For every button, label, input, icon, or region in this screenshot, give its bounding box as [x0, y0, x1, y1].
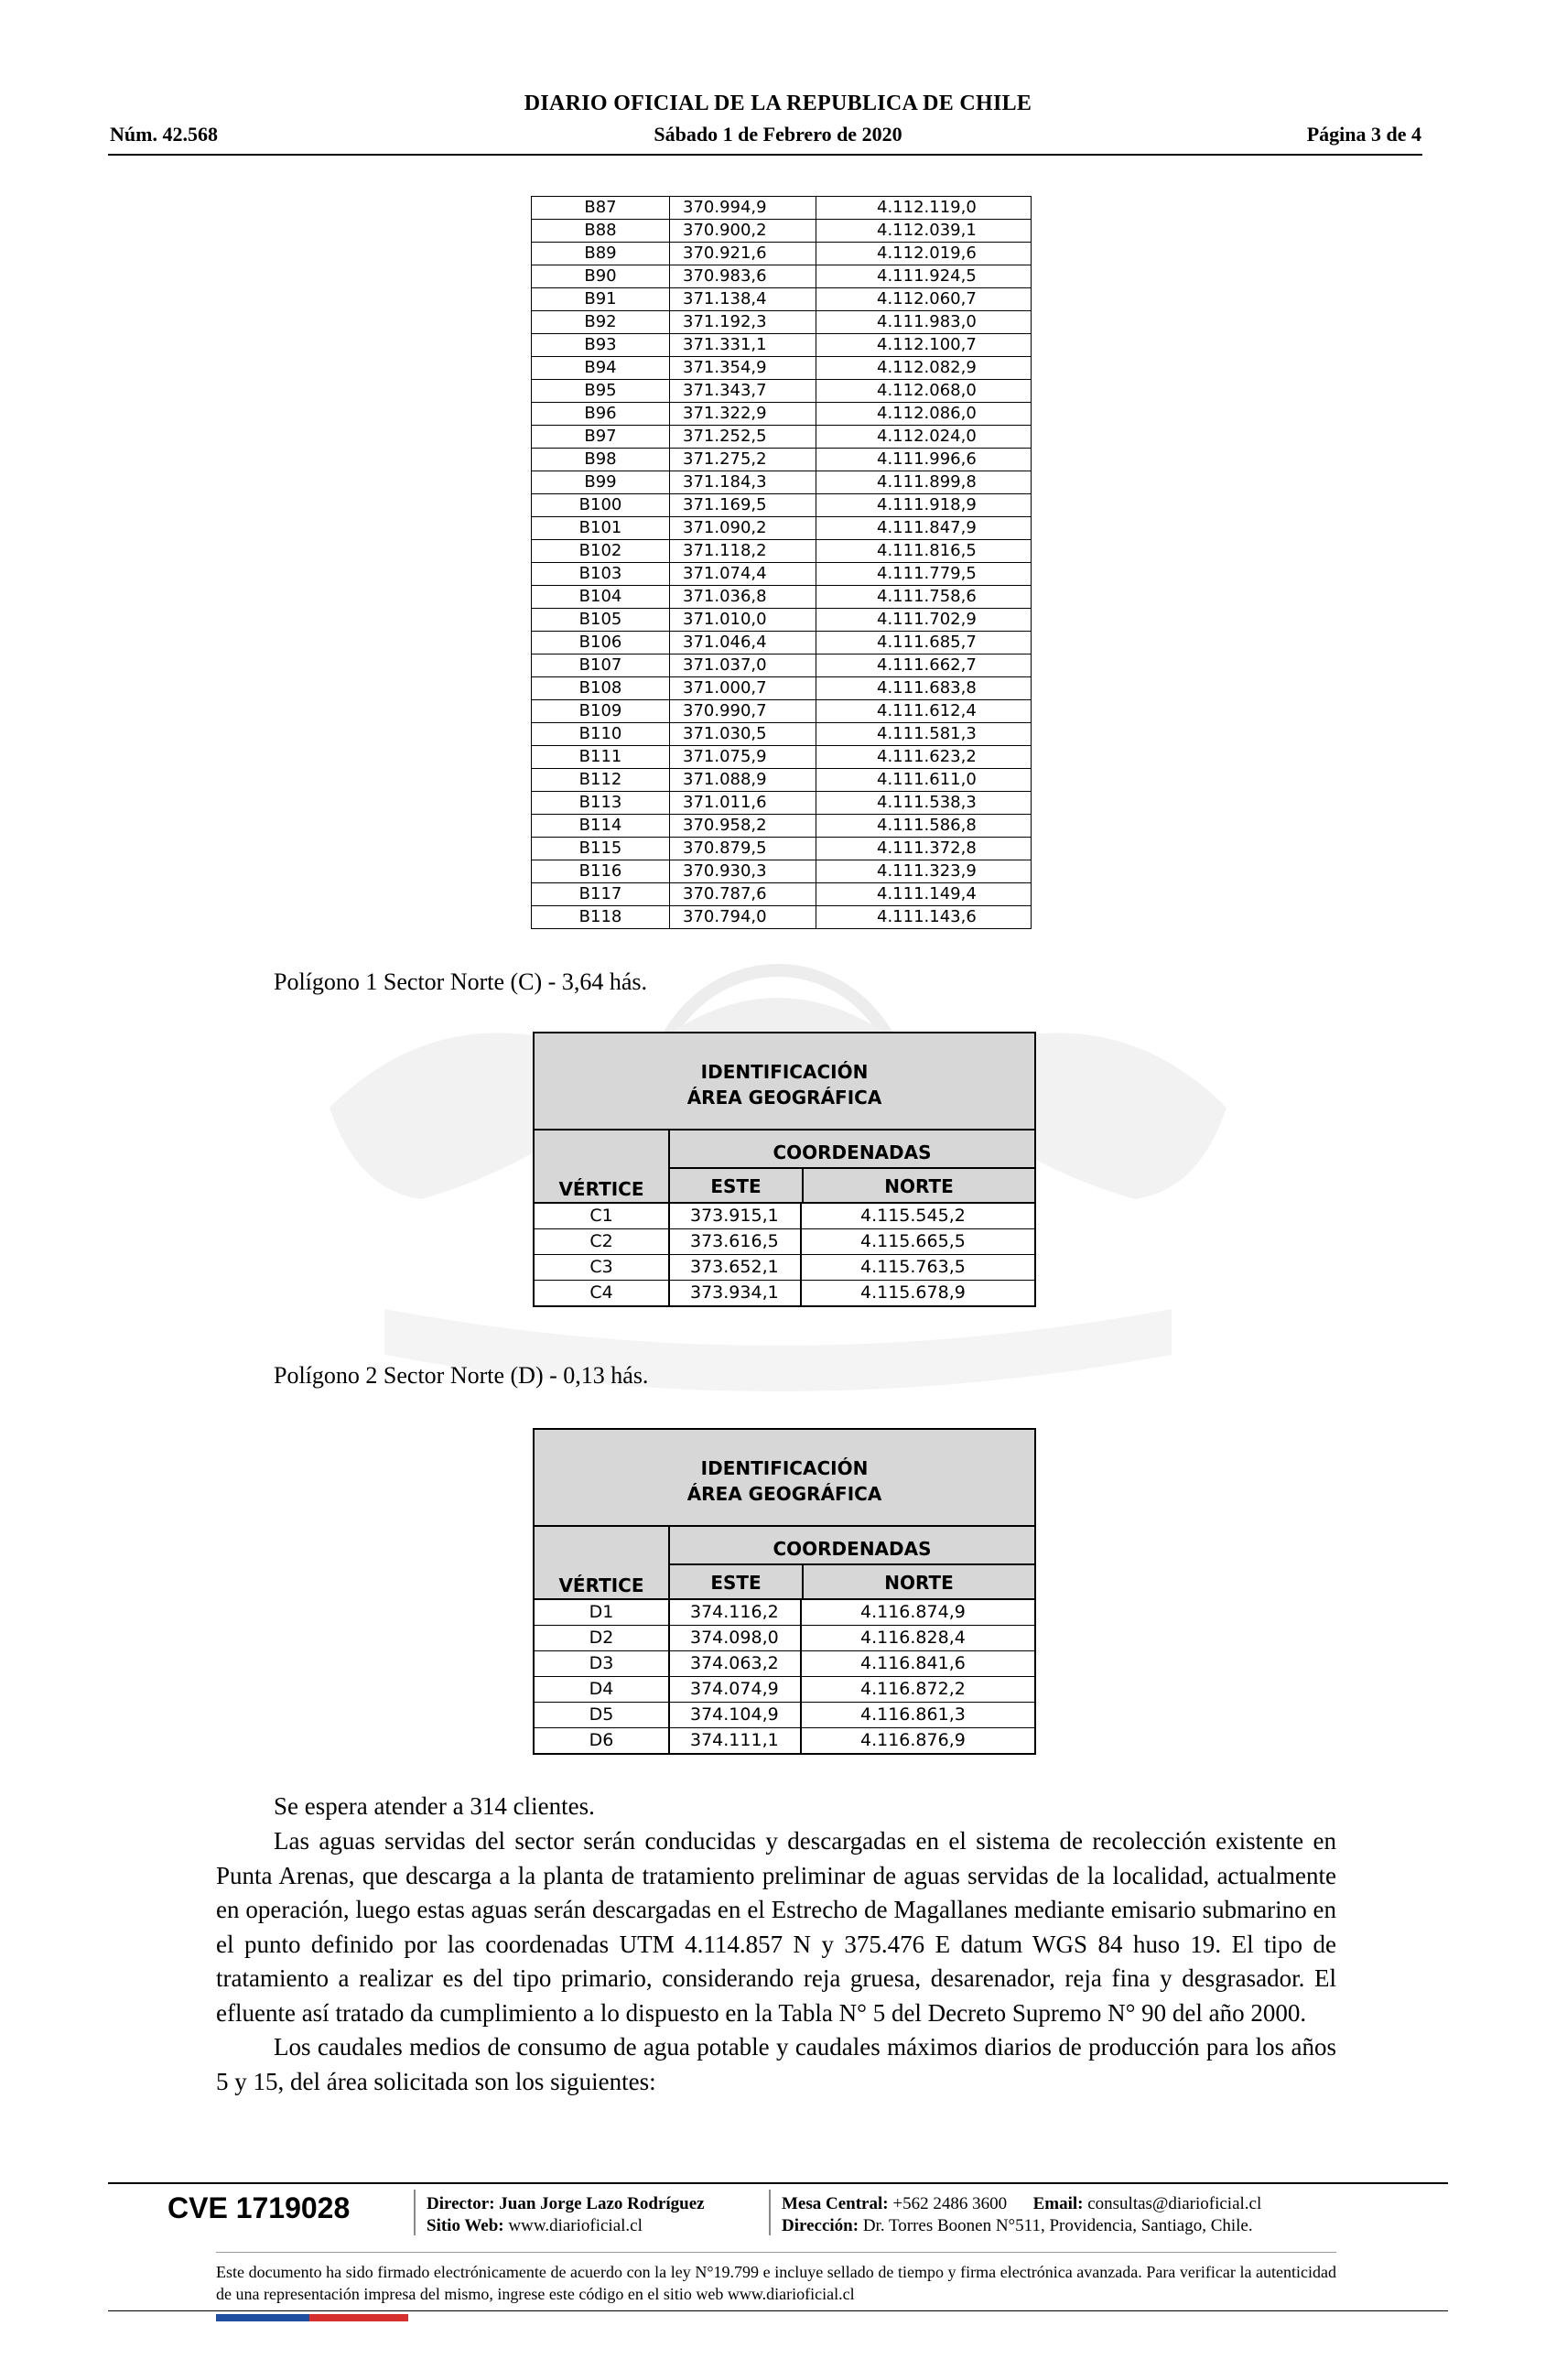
- vertex-cell: B107: [532, 654, 670, 677]
- coordinates-header: COORDENADAS: [670, 1130, 1034, 1169]
- table-row: [532, 380, 1032, 403]
- east-cell: 371.010,0: [670, 609, 816, 632]
- column-headers: [535, 1130, 1034, 1204]
- east-header: ESTE: [670, 1565, 804, 1598]
- vertex-cell: C3: [535, 1255, 669, 1281]
- north-header: NORTE: [884, 1175, 954, 1197]
- vertex-cell: B114: [532, 815, 670, 838]
- vertex-cell: D5: [535, 1703, 669, 1728]
- vertex-cell: B93: [532, 334, 670, 357]
- east-cell: 374.116,2: [669, 1600, 801, 1626]
- table-row: [532, 586, 1032, 609]
- east-header: ESTE: [670, 1169, 804, 1202]
- table-row: [532, 426, 1032, 449]
- vertex-cell: B100: [532, 494, 670, 517]
- vertex-cell: B97: [532, 426, 670, 449]
- table-row: [532, 838, 1032, 860]
- vertex-cell: B98: [532, 449, 670, 471]
- issue-number: Núm. 42.568: [110, 123, 218, 146]
- vertex-cell: D1: [535, 1600, 669, 1626]
- north-cell: 4.115.665,5: [801, 1229, 1034, 1255]
- ident-line2: ÁREA GEOGRÁFICA: [686, 1483, 882, 1505]
- vertex-cell: B113: [532, 792, 670, 815]
- flag-stripe-red: [309, 2314, 408, 2321]
- east-cell: 371.090,2: [670, 517, 816, 540]
- vertex-cell: B112: [532, 769, 670, 792]
- address: Dr. Torres Boonen N°511, Providencia, Santiago, Chile.: [862, 2216, 1253, 2235]
- table-row: [532, 677, 1032, 700]
- vertex-cell: C4: [535, 1281, 669, 1306]
- footer-director-block: [427, 2193, 705, 2237]
- vertex-cell: B87: [532, 197, 670, 220]
- email-link[interactable]: consultas@diarioficial.cl: [1087, 2194, 1262, 2213]
- vertex-cell: B91: [532, 288, 670, 311]
- north-cell: 4.112.060,7: [816, 288, 1032, 311]
- phone-label: Mesa Central:: [782, 2194, 889, 2213]
- table-row: [532, 563, 1032, 586]
- north-cell: 4.116.876,9: [860, 1730, 966, 1750]
- east-cell: 371.030,5: [670, 723, 816, 746]
- table-row: [532, 334, 1032, 357]
- table-row: [532, 769, 1032, 792]
- gazette-title: DIARIO OFICIAL DE LA REPUBLICA DE CHILE: [524, 92, 1032, 115]
- site-link[interactable]: www.diarioficial.cl: [508, 2216, 643, 2235]
- vertex-cell: B95: [532, 380, 670, 403]
- north-cell: 4.111.586,8: [816, 815, 1032, 838]
- vertex-cell: D3: [535, 1651, 669, 1677]
- director-name: Juan Jorge Lazo Rodríguez: [499, 2194, 705, 2213]
- east-cell: 371.252,5: [670, 426, 816, 449]
- east-cell: 371.331,1: [670, 334, 816, 357]
- polygon-c-table: [533, 1032, 1036, 1307]
- north-cell: 4.115.545,2: [801, 1204, 1034, 1229]
- north-cell: 4.111.149,4: [816, 883, 1032, 906]
- east-cell: 370.921,6: [670, 243, 816, 265]
- table-row: [535, 1255, 1034, 1281]
- east-cell: 370.990,7: [670, 700, 816, 723]
- north-cell: 4.111.847,9: [816, 517, 1032, 540]
- east-cell: 371.192,3: [670, 311, 816, 334]
- east-cell: 371.184,3: [670, 471, 816, 494]
- vertex-cell: B110: [532, 723, 670, 746]
- vertex-cell: B118: [532, 906, 670, 929]
- ident-line2: ÁREA GEOGRÁFICA: [686, 1087, 882, 1109]
- polygon-d-caption: Polígono 2 Sector Norte (D) - 0,13 hás.: [274, 1362, 649, 1389]
- table-row: [532, 700, 1032, 723]
- flag-stripe-blue: [216, 2314, 309, 2321]
- paragraph-flows: Los caudales medios de consumo de agua potable y caudales máximos diarios de producción para los años 5 y 15, del área solicitada son los siguientes:: [216, 2033, 1336, 2095]
- vertex-cell: B94: [532, 357, 670, 380]
- coordinates-list-table: [531, 196, 1032, 929]
- table-row: [532, 746, 1032, 769]
- vertex-cell: B116: [532, 860, 670, 883]
- director-label: Director:: [427, 2194, 495, 2213]
- east-cell: 373.652,1: [669, 1255, 801, 1281]
- east-cell: 370.794,0: [670, 906, 816, 929]
- east-cell: 371.275,2: [670, 449, 816, 471]
- east-cell: 370.930,3: [670, 860, 816, 883]
- vertex-cell: B108: [532, 677, 670, 700]
- ident-line1: IDENTIFICACIÓN: [700, 1457, 869, 1479]
- table-row: [535, 1728, 1034, 1754]
- east-cell: 371.169,5: [670, 494, 816, 517]
- site-label: Sitio Web:: [427, 2216, 504, 2235]
- issue-date: Sábado 1 de Febrero de 2020: [654, 123, 902, 146]
- east-cell: 374.063,2: [669, 1651, 801, 1677]
- polygon-d-table: [533, 1428, 1036, 1755]
- table-row: [535, 1600, 1034, 1626]
- footer-divider: [769, 2190, 771, 2235]
- vertex-cell: B88: [532, 220, 670, 243]
- north-cell: 4.115.678,9: [860, 1282, 966, 1303]
- vertex-cell: B105: [532, 609, 670, 632]
- table-row: [532, 654, 1032, 677]
- north-cell: 4.111.611,0: [816, 769, 1032, 792]
- north-cell: 4.111.918,9: [816, 494, 1032, 517]
- column-headers: [535, 1527, 1034, 1600]
- east-cell: 370.983,6: [670, 265, 816, 288]
- email-label: Email:: [1032, 2194, 1084, 2213]
- east-cell: 374.074,9: [669, 1677, 801, 1703]
- vertex-cell: B102: [532, 540, 670, 563]
- vertex-header: VÉRTICE: [535, 1527, 670, 1598]
- east-cell: 371.322,9: [670, 403, 816, 426]
- table-row: [532, 540, 1032, 563]
- table-row: [532, 517, 1032, 540]
- ident-header: [535, 1430, 1034, 1527]
- table-row: [532, 288, 1032, 311]
- north-cell: 4.116.872,2: [801, 1677, 1034, 1703]
- ident-line1: IDENTIFICACIÓN: [700, 1061, 869, 1083]
- paragraph-clients: Se espera atender a 314 clientes.: [274, 1792, 595, 1820]
- footer-rule: [108, 2182, 1448, 2184]
- signature-disclaimer: Este documento ha sido firmado electrónicamente de acuerdo con la ley N°19.799 e incluye sellado de tiempo y firma electrónica avanzada. Para verificar la autenticidad de una representación impresa del mismo, ingrese este código en el sitio web www.diarioficial.cl: [216, 2263, 1336, 2303]
- north-header: NORTE: [884, 1572, 954, 1594]
- east-cell: 371.343,7: [670, 380, 816, 403]
- east-cell: 374.098,0: [669, 1626, 801, 1651]
- vertex-header: VÉRTICE: [535, 1130, 670, 1202]
- vertex-cell: D4: [535, 1677, 669, 1703]
- table-row: [532, 449, 1032, 471]
- north-cell: 4.112.119,0: [816, 197, 1032, 220]
- east-cell: 371.046,4: [670, 632, 816, 654]
- north-cell: 4.111.662,7: [816, 654, 1032, 677]
- phone-number: +562 2486 3600: [892, 2194, 1008, 2213]
- north-cell: 4.111.143,6: [816, 906, 1032, 929]
- vertex-cell: B103: [532, 563, 670, 586]
- table-row: [535, 1204, 1034, 1229]
- north-cell: 4.115.763,5: [801, 1255, 1034, 1281]
- north-cell: 4.116.861,3: [801, 1703, 1034, 1728]
- east-cell: 371.074,4: [670, 563, 816, 586]
- table-row: [532, 357, 1032, 380]
- vertex-cell: B106: [532, 632, 670, 654]
- table-row: [532, 403, 1032, 426]
- east-cell: 373.934,1: [669, 1281, 801, 1306]
- address-label: Dirección:: [782, 2216, 859, 2235]
- north-cell: 4.111.538,3: [816, 792, 1032, 815]
- north-cell: 4.111.612,4: [816, 700, 1032, 723]
- table-row: [535, 1677, 1034, 1703]
- vertex-cell: B109: [532, 700, 670, 723]
- north-cell: 4.111.816,5: [816, 540, 1032, 563]
- vertex-cell: D6: [535, 1728, 669, 1754]
- north-cell: 4.116.828,4: [801, 1626, 1034, 1651]
- north-cell: 4.111.683,8: [816, 677, 1032, 700]
- vertex-cell: C1: [535, 1204, 669, 1229]
- north-cell: 4.111.779,5: [816, 563, 1032, 586]
- footer-divider: [414, 2190, 416, 2235]
- north-cell: 4.111.581,3: [816, 723, 1032, 746]
- vertex-cell: B90: [532, 265, 670, 288]
- footer-bottom-rule: [108, 2310, 1448, 2311]
- east-cell: 371.075,9: [670, 746, 816, 769]
- north-cell: 4.112.039,1: [816, 220, 1032, 243]
- ident-header: [535, 1033, 1034, 1130]
- north-cell: 4.112.086,0: [816, 403, 1032, 426]
- north-cell: 4.112.068,0: [816, 380, 1032, 403]
- table-row: [532, 197, 1032, 220]
- east-cell: 371.118,2: [670, 540, 816, 563]
- polygon-c-caption: Polígono 1 Sector Norte (C) - 3,64 hás.: [274, 968, 648, 995]
- north-cell: 4.112.100,7: [816, 334, 1032, 357]
- north-cell: 4.111.623,2: [816, 746, 1032, 769]
- vertex-cell: B111: [532, 746, 670, 769]
- vertex-cell: B117: [532, 883, 670, 906]
- table-row: [532, 609, 1032, 632]
- east-cell: 371.037,0: [670, 654, 816, 677]
- table-row: [532, 723, 1032, 746]
- table-row: [532, 792, 1032, 815]
- footer-separator: [216, 2252, 1336, 2253]
- vertex-cell: B96: [532, 403, 670, 426]
- paragraph-wastewater: Las aguas servidas del sector serán conducidas y descargadas en el sistema de recolección existente en Punta Arenas, que descarga a la planta de tratamiento preliminar de aguas servidas de la localidad, actualmente en operación, luego estas aguas serán descargadas en el Estrecho de Magallanes mediante emisario submarino en el punto definido por las coordenadas UTM 4.114.857 N y 375.476 E datum WGS 84 huso 19. El tipo de tratamiento a realizar es del tipo primario, considerando reja gruesa, desarenador, reja fina y desgrasador. El efluente así tratado da cumplimiento a lo dispuesto en la Tabla N° 5 del Decreto Supremo N° 90 del año 2000.: [216, 1827, 1336, 2027]
- page-number: Página 3 de 4: [1306, 123, 1421, 146]
- table-row: [532, 243, 1032, 265]
- north-cell: 4.111.372,8: [816, 838, 1032, 860]
- table-row: [532, 220, 1032, 243]
- north-cell: 4.112.019,6: [816, 243, 1032, 265]
- table-row: [532, 471, 1032, 494]
- vertex-cell: B89: [532, 243, 670, 265]
- east-cell: 371.138,4: [670, 288, 816, 311]
- east-cell: 371.354,9: [670, 357, 816, 380]
- table-row: [532, 494, 1032, 517]
- north-cell: 4.112.082,9: [816, 357, 1032, 380]
- vertex-cell: B104: [532, 586, 670, 609]
- east-cell: 371.036,8: [670, 586, 816, 609]
- table-row: [535, 1651, 1034, 1677]
- north-cell: 4.116.874,9: [801, 1600, 1034, 1626]
- footer-contact-block: [782, 2193, 1261, 2237]
- east-cell: 370.900,2: [670, 220, 816, 243]
- east-cell: 370.994,9: [670, 197, 816, 220]
- table-row: [532, 632, 1032, 654]
- header-rule: [108, 154, 1422, 156]
- north-cell: 4.111.996,6: [816, 449, 1032, 471]
- table-row: [535, 1281, 1034, 1306]
- table-row: [535, 1703, 1034, 1728]
- north-cell: 4.112.024,0: [816, 426, 1032, 449]
- east-cell: 373.915,1: [669, 1204, 801, 1229]
- east-cell: 371.011,6: [670, 792, 816, 815]
- coordinates-header: COORDENADAS: [670, 1527, 1034, 1565]
- north-cell: 4.111.983,0: [816, 311, 1032, 334]
- north-cell: 4.111.758,6: [816, 586, 1032, 609]
- north-cell: 4.111.323,9: [816, 860, 1032, 883]
- vertex-cell: D2: [535, 1626, 669, 1651]
- vertex-cell: C2: [535, 1229, 669, 1255]
- table-row: [532, 311, 1032, 334]
- table-row: [532, 883, 1032, 906]
- table-row: [532, 906, 1032, 929]
- east-cell: 371.088,9: [670, 769, 816, 792]
- east-cell: 370.879,5: [670, 838, 816, 860]
- east-cell: 371.000,7: [670, 677, 816, 700]
- vertex-cell: B99: [532, 471, 670, 494]
- vertex-cell: B115: [532, 838, 670, 860]
- vertex-cell: B101: [532, 517, 670, 540]
- table-row: [532, 860, 1032, 883]
- east-cell: 370.787,6: [670, 883, 816, 906]
- east-cell: 370.958,2: [670, 815, 816, 838]
- table-row: [535, 1626, 1034, 1651]
- table-row: [532, 815, 1032, 838]
- east-cell: 373.616,5: [669, 1229, 801, 1255]
- table-row: [535, 1229, 1034, 1255]
- north-cell: 4.111.924,5: [816, 265, 1032, 288]
- north-cell: 4.111.899,8: [816, 471, 1032, 494]
- north-cell: 4.116.841,6: [801, 1651, 1034, 1677]
- cve-code: CVE 1719028: [167, 2191, 351, 2224]
- east-cell: 374.104,9: [669, 1703, 801, 1728]
- vertex-cell: B92: [532, 311, 670, 334]
- east-cell: 374.111,1: [669, 1728, 801, 1754]
- north-cell: 4.111.685,7: [816, 632, 1032, 654]
- table-row: [532, 265, 1032, 288]
- north-cell: 4.111.702,9: [816, 609, 1032, 632]
